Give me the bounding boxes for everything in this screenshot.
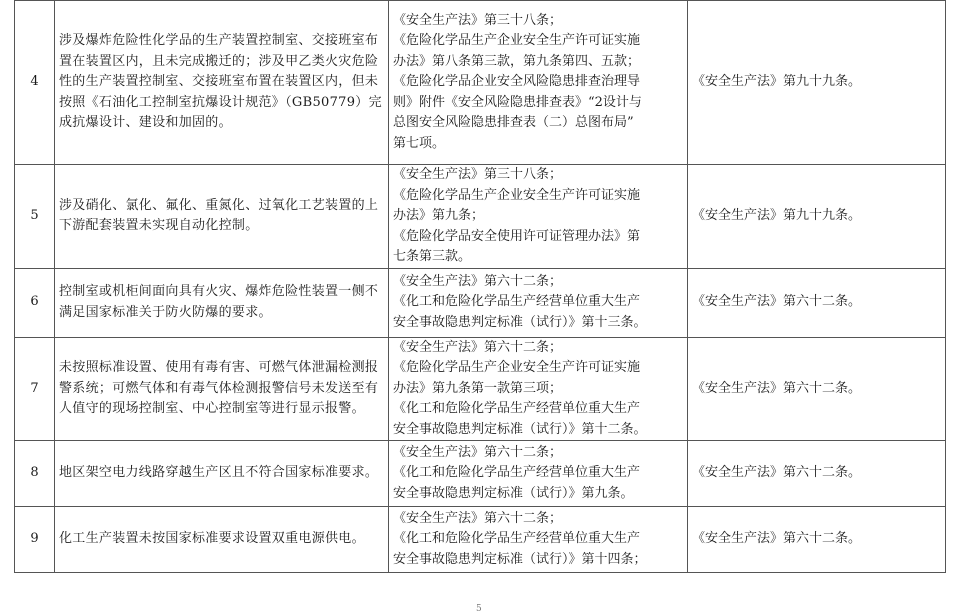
basis-line: 安全事故隐患判定标准（试行）》第十三条。 xyxy=(393,314,647,330)
legal-basis xyxy=(389,1,688,165)
hazard-description: 控制室或机柜间面向具有火灾、爆炸危险性装置一侧不满足国家标准关于防火防爆的要求。 xyxy=(55,268,389,337)
row-number: 6 xyxy=(15,268,55,337)
basis-line: 《安全生产法》第三十八条； xyxy=(393,12,563,28)
table-row xyxy=(15,165,946,269)
legal-basis xyxy=(389,507,688,573)
table-row xyxy=(15,441,946,507)
basis-line: 则》附件《安全风险隐患排查表》“2设计与 xyxy=(393,94,642,110)
table-row xyxy=(15,1,946,165)
basis-line: 《安全生产法》第六十二条； xyxy=(393,273,563,289)
penalty-basis: 《安全生产法》第六十二条。 xyxy=(688,337,946,441)
basis-line: 《安全生产法》第六十二条； xyxy=(393,339,563,355)
basis-line: 《危险化学品生产企业安全生产许可证实施 xyxy=(393,360,641,375)
penalty-basis: 《安全生产法》第九十九条。 xyxy=(688,1,946,165)
legal-basis xyxy=(389,268,688,337)
penalty-basis: 《安全生产法》第九十九条。 xyxy=(688,165,946,269)
basis-line: 七条第三款。 xyxy=(393,249,472,264)
basis-line: 《危险化学品安全使用许可证管理办法》第 xyxy=(393,228,641,244)
basis-line: 《化工和危险化学品生产经营单位重大生产 xyxy=(393,465,641,481)
basis-line: 办法》第八条第三款，第九条第四、五款； xyxy=(393,53,641,69)
hazard-description: 化工生产装置未按国家标准要求设置双重电源供电。 xyxy=(55,507,389,573)
table-row xyxy=(15,268,946,337)
row-number: 7 xyxy=(15,337,55,441)
penalty-basis: 《安全生产法》第六十二条。 xyxy=(688,268,946,337)
basis-line: 《危险化学品生产企业安全生产许可证实施 xyxy=(393,187,641,203)
basis-line: 《危险化学品企业安全风险隐患排查治理导 xyxy=(393,74,641,90)
penalty-basis: 《安全生产法》第六十二条。 xyxy=(688,507,946,573)
basis-line: 《安全生产法》第三十八条； xyxy=(393,167,563,182)
table-row xyxy=(15,507,946,573)
basis-line: 安全事故隐患判定标准（试行）》第十四条； xyxy=(393,551,647,567)
table-row xyxy=(15,337,946,441)
hazard-description: 涉及爆炸危险性化学品的生产装置控制室、交接班室布置在装置区内，且未完成搬迁的；涉及甲乙类火灾危险性的生产装置控制室、交接班室布置在装置区内，但未按照《石油化工控制室抗爆设计规范》（GB50779）完成抗爆设计、建设和加固的。 xyxy=(55,1,389,165)
basis-line: 总图安全风险隐患排查表（二）总图布局” xyxy=(393,115,634,131)
legal-basis xyxy=(389,441,688,507)
hazard-description: 未按照标准设置、使用有毒有害、可燃气体泄漏检测报警系统；可燃气体和有毒气体检测报警信号未发送至有人值守的现场控制室、中心控制室等进行显示报警。 xyxy=(55,337,389,441)
basis-line: 安全事故隐患判定标准（试行）》第十二条。 xyxy=(393,421,647,437)
basis-line: 安全事故隐患判定标准（试行）》第九条。 xyxy=(393,485,634,501)
basis-line: 《安全生产法》第六十二条； xyxy=(393,444,563,460)
regulation-table xyxy=(14,0,946,573)
basis-line: 《危险化学品生产企业安全生产许可证实施 xyxy=(393,33,641,49)
basis-line: 《化工和危险化学品生产经营单位重大生产 xyxy=(393,401,641,416)
row-number: 5 xyxy=(15,165,55,269)
row-number: 9 xyxy=(15,507,55,573)
hazard-description: 涉及硝化、氯化、氟化、重氮化、过氧化工艺装置的上下游配套装置未实现自动化控制。 xyxy=(55,165,389,269)
basis-line: 《化工和危险化学品生产经营单位重大生产 xyxy=(393,294,641,310)
basis-line: 第七项。 xyxy=(393,135,446,151)
legal-basis xyxy=(389,165,688,269)
row-number: 4 xyxy=(15,1,55,165)
legal-basis xyxy=(389,337,688,441)
basis-line: 办法》第九条； xyxy=(393,208,485,223)
row-number: 8 xyxy=(15,441,55,507)
basis-line: 办法》第九条第一款第三项； xyxy=(393,380,563,396)
page-number: 5 xyxy=(476,604,482,614)
basis-line: 《安全生产法》第六十二条； xyxy=(393,510,563,526)
basis-line: 《化工和危险化学品生产经营单位重大生产 xyxy=(393,531,641,547)
hazard-description: 地区架空电力线路穿越生产区且不符合国家标准要求。 xyxy=(55,441,389,507)
penalty-basis: 《安全生产法》第六十二条。 xyxy=(688,441,946,507)
